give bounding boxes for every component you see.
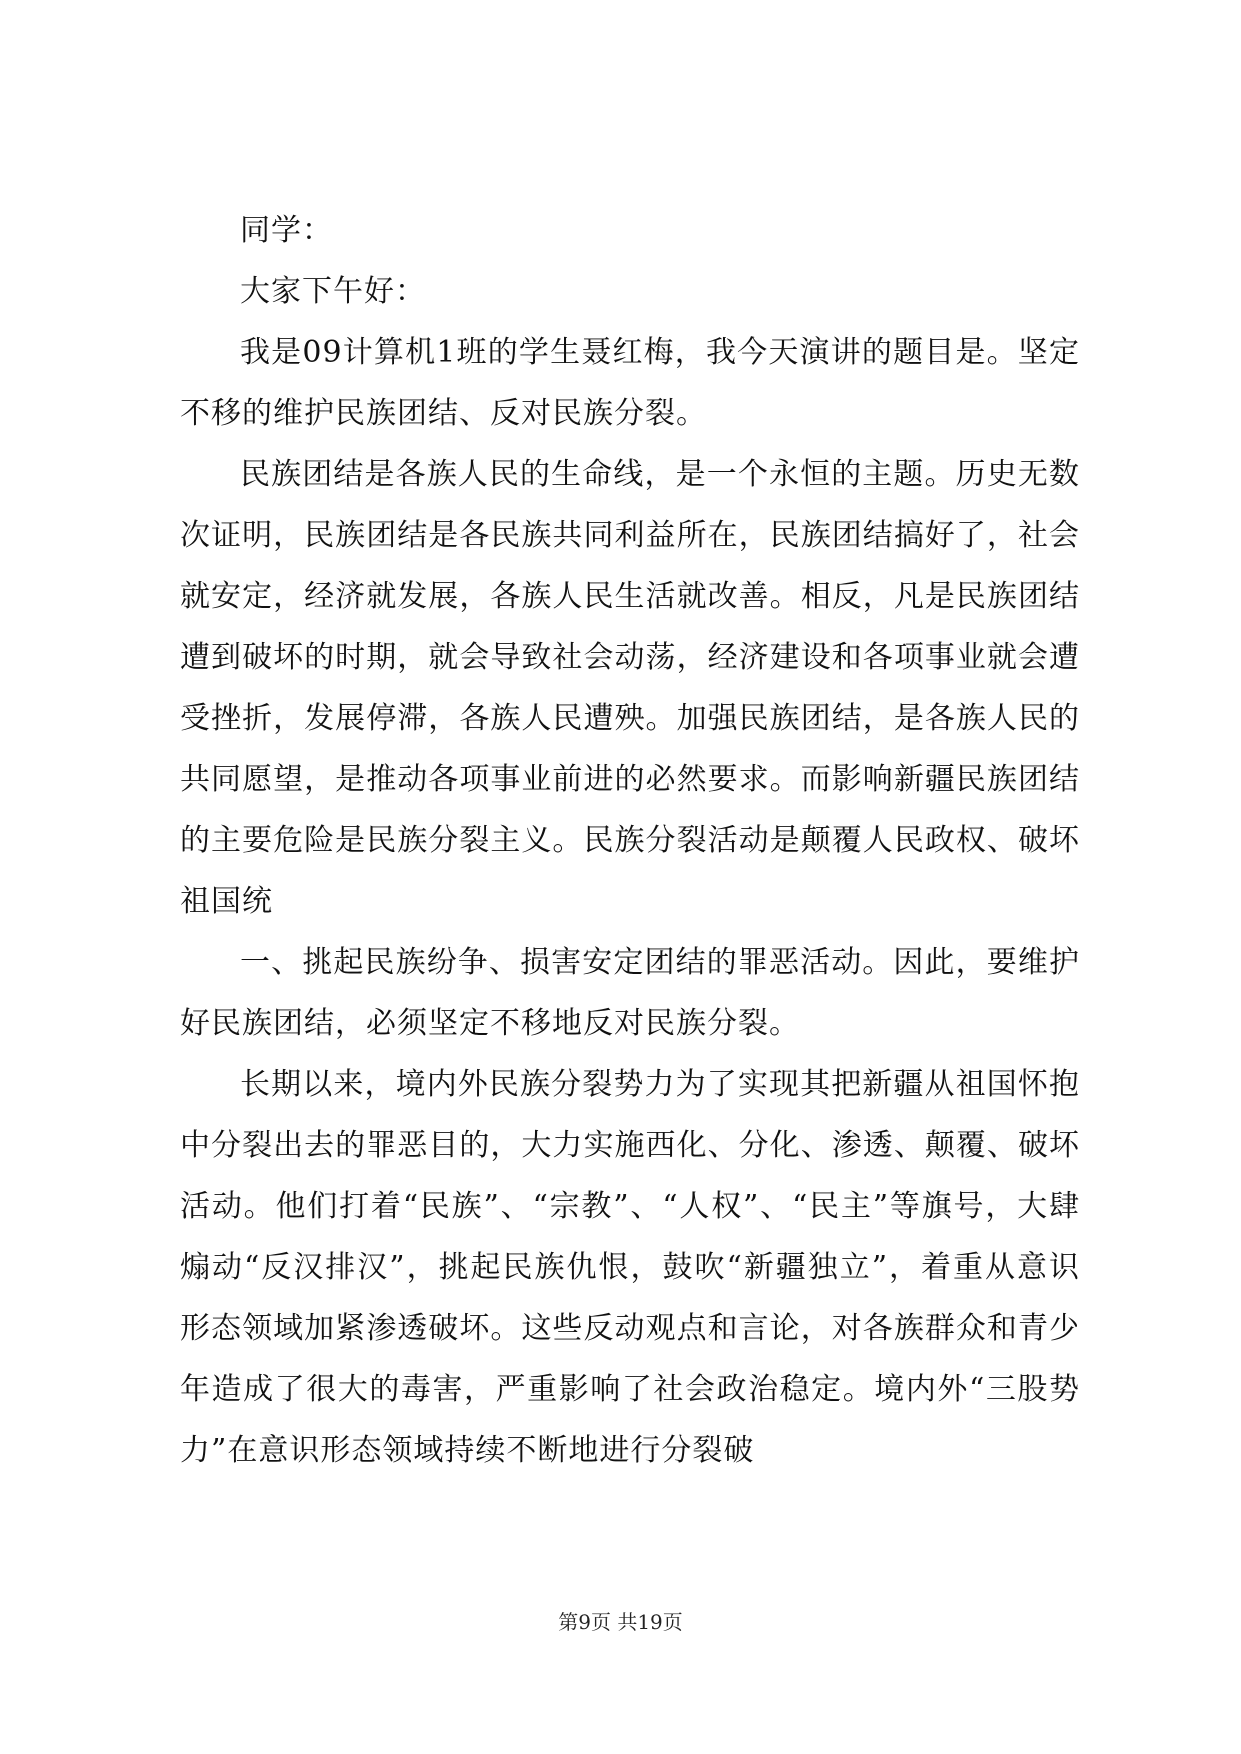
paragraph-intro: 我是09计算机1班的学生聂红梅，我今天演讲的题目是。坚定不移的维护民族团结、反对民族分裂。 bbox=[180, 335, 1080, 431]
paragraph-point-one: 一、挑起民族纷争、损害安定团结的罪恶活动。因此，要维护好民族团结，必须坚定不移地反对民族分裂。 bbox=[180, 945, 1080, 1041]
salutation: 同学： bbox=[240, 213, 333, 248]
document-body bbox=[180, 200, 1080, 1481]
paragraph-unity: 民族团结是各族人民的生命线，是一个永恒的主题。历史无数次证明，民族团结是各民族共同利益所在，民族团结搞好了，社会就安定，经济就发展，各族人民生活就改善。相反，凡是民族团结遭到破坏的时期，就会导致社会动荡，经济建设和各项事业就会遭受挫折，发展停滞，各族人民遭殃。加强民族团结，是各族人民的共同愿望，是推动各项事业前进的必然要求。而影响新疆民族团结的主要危险是民族分裂主义。民族分裂活动是颠覆人民政权、破坏祖国统 bbox=[180, 457, 1080, 919]
greeting: 大家下午好： bbox=[240, 274, 426, 309]
page-footer: 第9页 共19页 bbox=[558, 1610, 683, 1634]
paragraph-separatism: 长期以来，境内外民族分裂势力为了实现其把新疆从祖国怀抱中分裂出去的罪恶目的，大力实施西化、分化、渗透、颠覆、破坏活动。他们打着“民族”、“宗教”、“人权”、“民主”等旗号，大肆煽动“反汉排汉”，挑起民族仇恨，鼓吹“新疆独立”，着重从意识形态领域加紧渗透破坏。这些反动观点和言论，对各族群众和青少年造成了很大的毒害，严重影响了社会政治稳定。境内外“三股势力”在意识形态领域持续不断地进行分裂破 bbox=[180, 1067, 1080, 1468]
